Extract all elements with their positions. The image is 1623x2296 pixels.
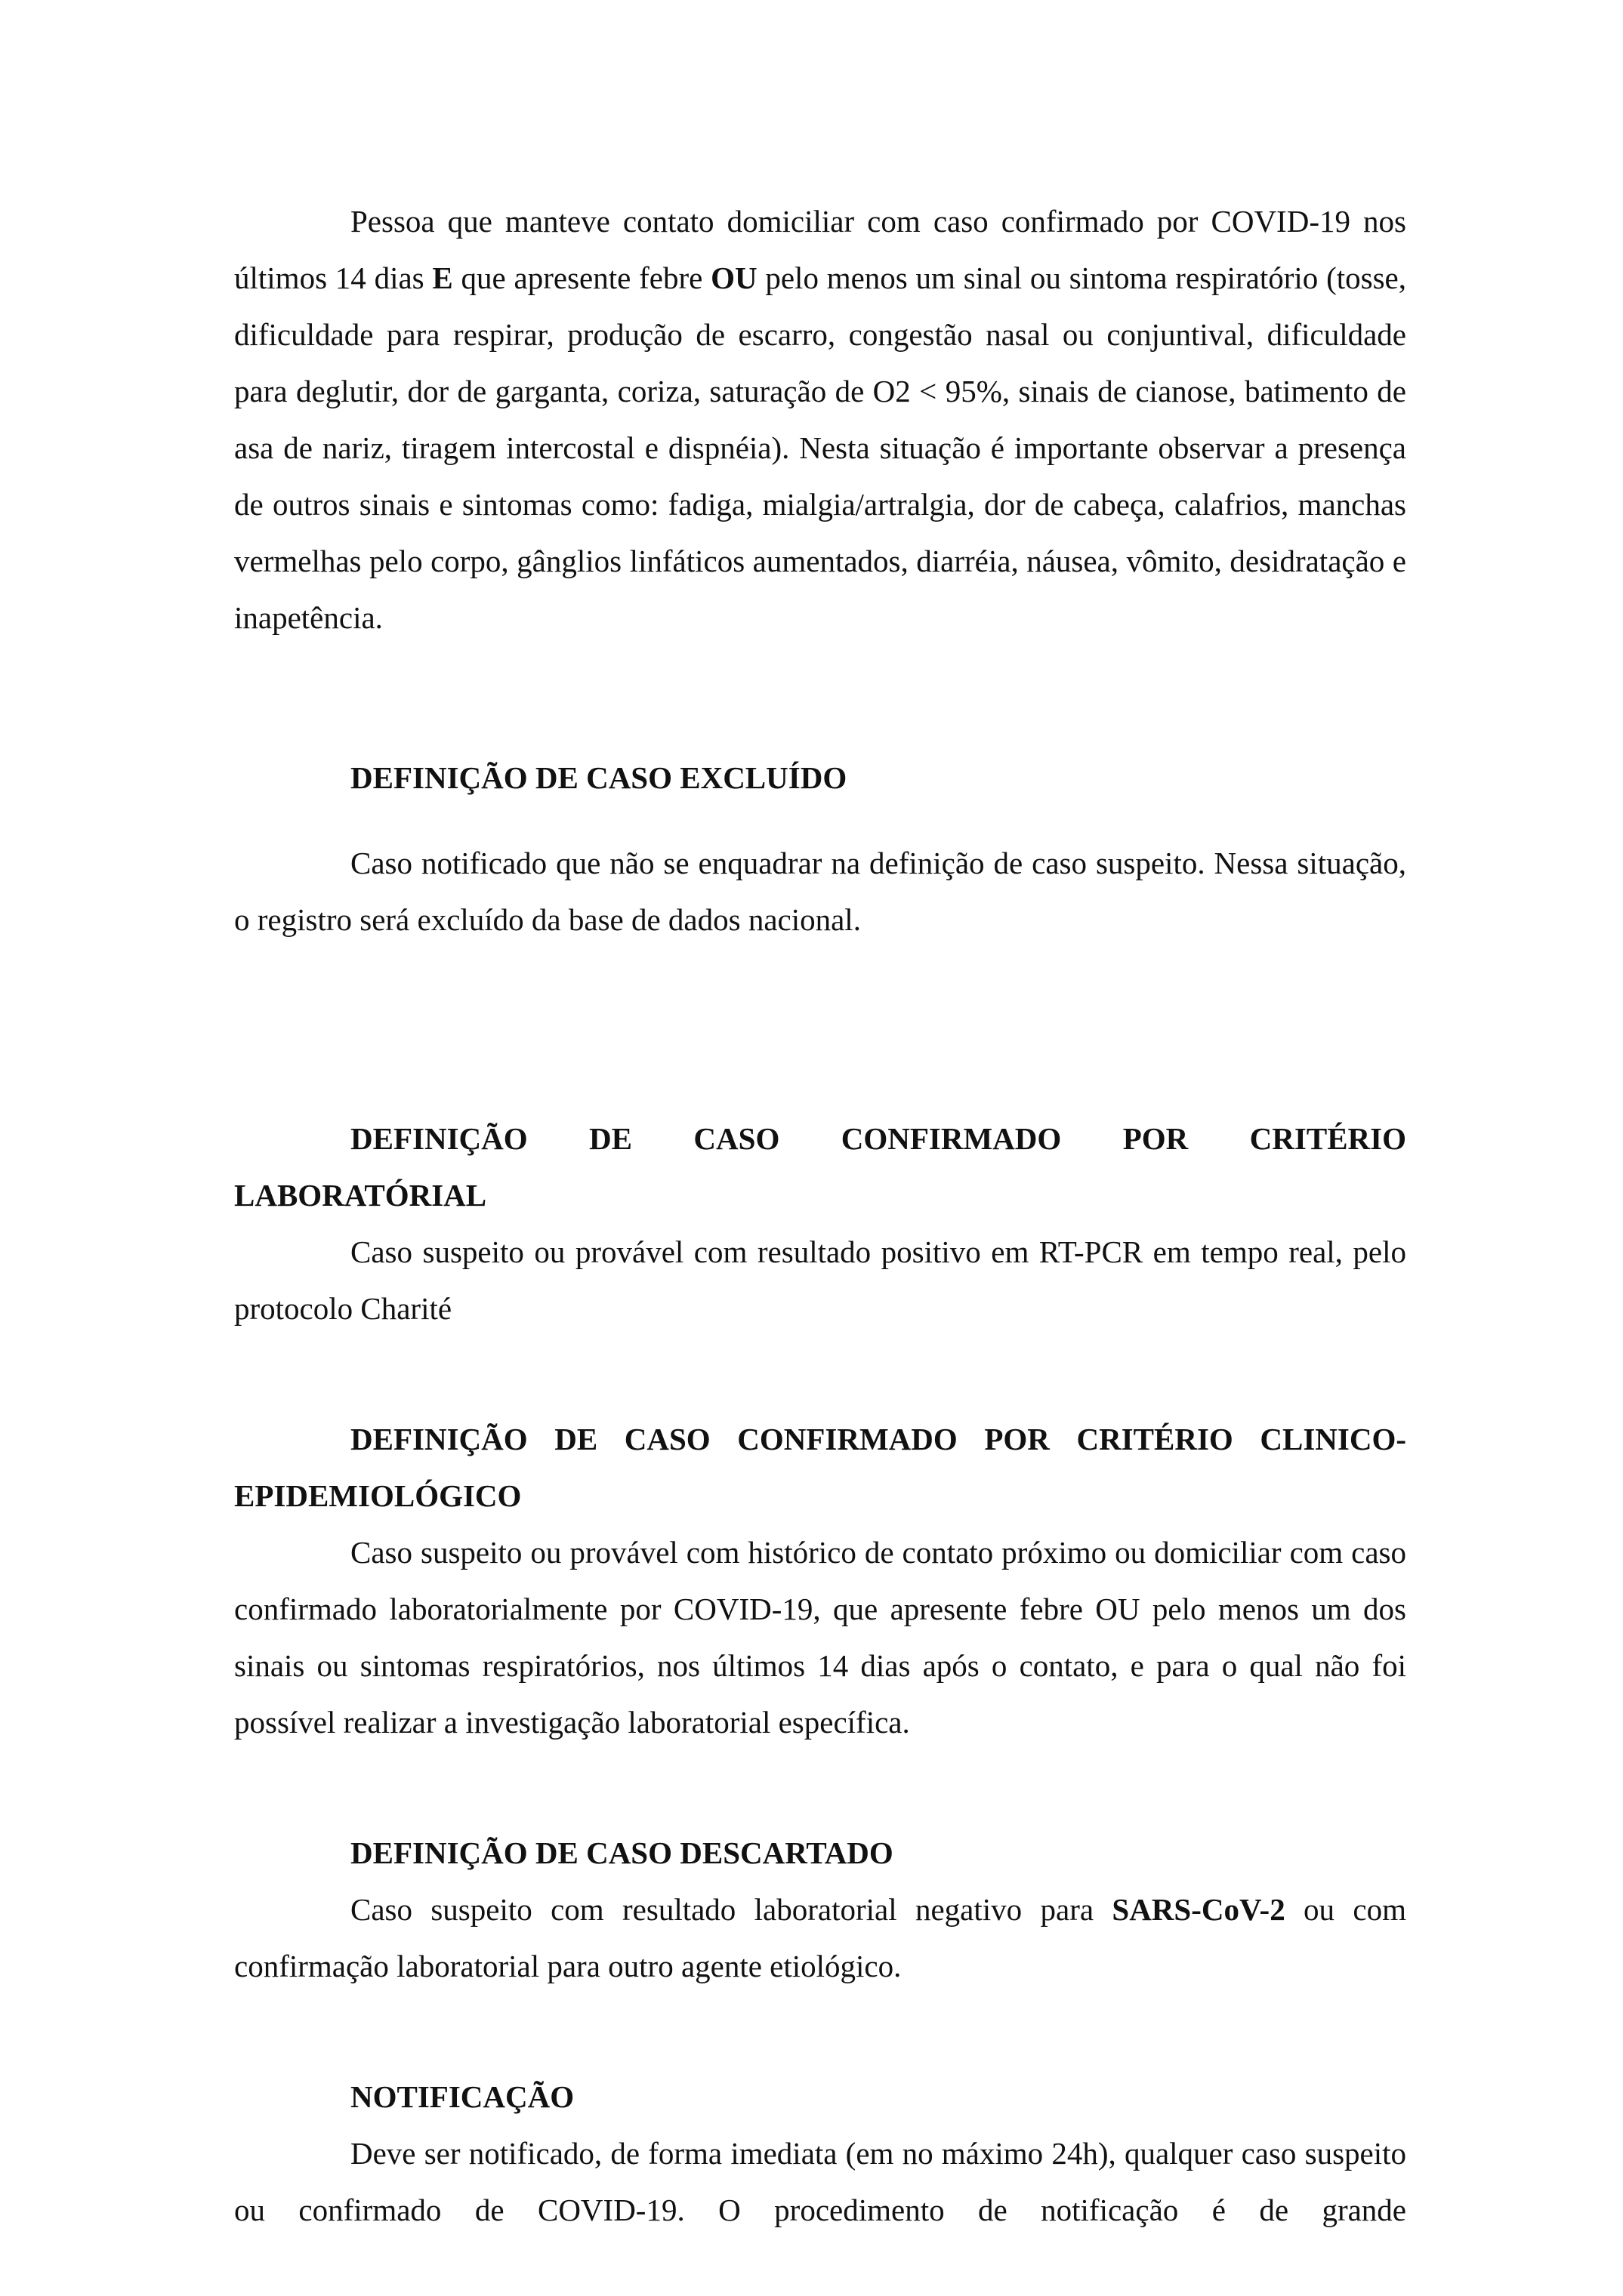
intro-text: Pessoa que manteve contato domiciliar com caso confirmado por COVID-19 nos últimos 14 dias	[234, 204, 1406, 295]
excluded-heading: DEFINIÇÃO DE CASO EXCLUÍDO	[350, 760, 847, 795]
intro-paragraph	[234, 193, 1406, 646]
intro-text: pelo menos um sinal ou sintoma respiratório (tosse, dificuldade para respirar, produção de escarro, congestão nasal ou conjuntival, dificuldade para deglutir, dor de garganta, coriza, saturação de O2 < 95%, sinais de cianose, batimento de asa de nariz, tiragem intercostal e dispnéia). Nesta situação é importante observar a presença de outros sinais e sintomas como: fadiga, mialgia/artralgia, dor de cabeça, calafrios, manchas vermelhas pelo corpo, gânglios linfáticos aumentados, diarréia, náusea, vômito, desidratação e inapetência.	[234, 260, 1406, 635]
clinical-heading: DEFINIÇÃO DE CASO CONFIRMADO POR CRITÉRIO CLINICO-EPIDEMIOLÓGICO	[234, 1422, 1406, 1513]
discarded-heading: DEFINIÇÃO DE CASO DESCARTADO	[350, 1835, 893, 1870]
discarded-text: ou com confirmação laboratorial para outro agente etiológico.	[234, 1892, 1406, 1983]
discarded-paragraph	[234, 1881, 1406, 1995]
notification-heading: NOTIFICAÇÃO	[350, 2079, 575, 2114]
clinical-paragraph: Caso suspeito ou provável com histórico de contato próximo ou domiciliar com caso confirmado laboratorialmente por COVID-19, que apresente febre OU pelo menos um dos sinais ou sintomas respiratórios, nos últimos 14 dias após o contato, e para o qual não foi possível realizar a investigação laboratorial específica.	[234, 1535, 1406, 1740]
excluded-paragraph: Caso notificado que não se enquadrar na definição de caso suspeito. Nessa situação, o registro será excluído da base de dados nacional.	[234, 846, 1406, 937]
intro-text: que apresente febre	[452, 260, 711, 295]
intro-bold-e: E	[432, 260, 453, 295]
lab-heading: DEFINIÇÃO DE CASO CONFIRMADO POR CRITÉRIO LABORATÓRIAL	[234, 1121, 1406, 1213]
intro-bold-ou: OU	[711, 260, 758, 295]
lab-paragraph: Caso suspeito ou provável com resultado positivo em RT-PCR em tempo real, pelo protocolo Charité	[234, 1234, 1406, 1326]
notification-paragraph: Deve ser notificado, de forma imediata (em no máximo 24h), qualquer caso suspeito ou confirmado de COVID-19. O procedimento de notificação é de grande	[234, 2136, 1406, 2227]
discarded-text: Caso suspeito com resultado laboratorial negativo para	[350, 1892, 1112, 1927]
document-page	[234, 193, 1406, 2239]
discarded-bold-virus: SARS-CoV-2	[1112, 1892, 1285, 1927]
